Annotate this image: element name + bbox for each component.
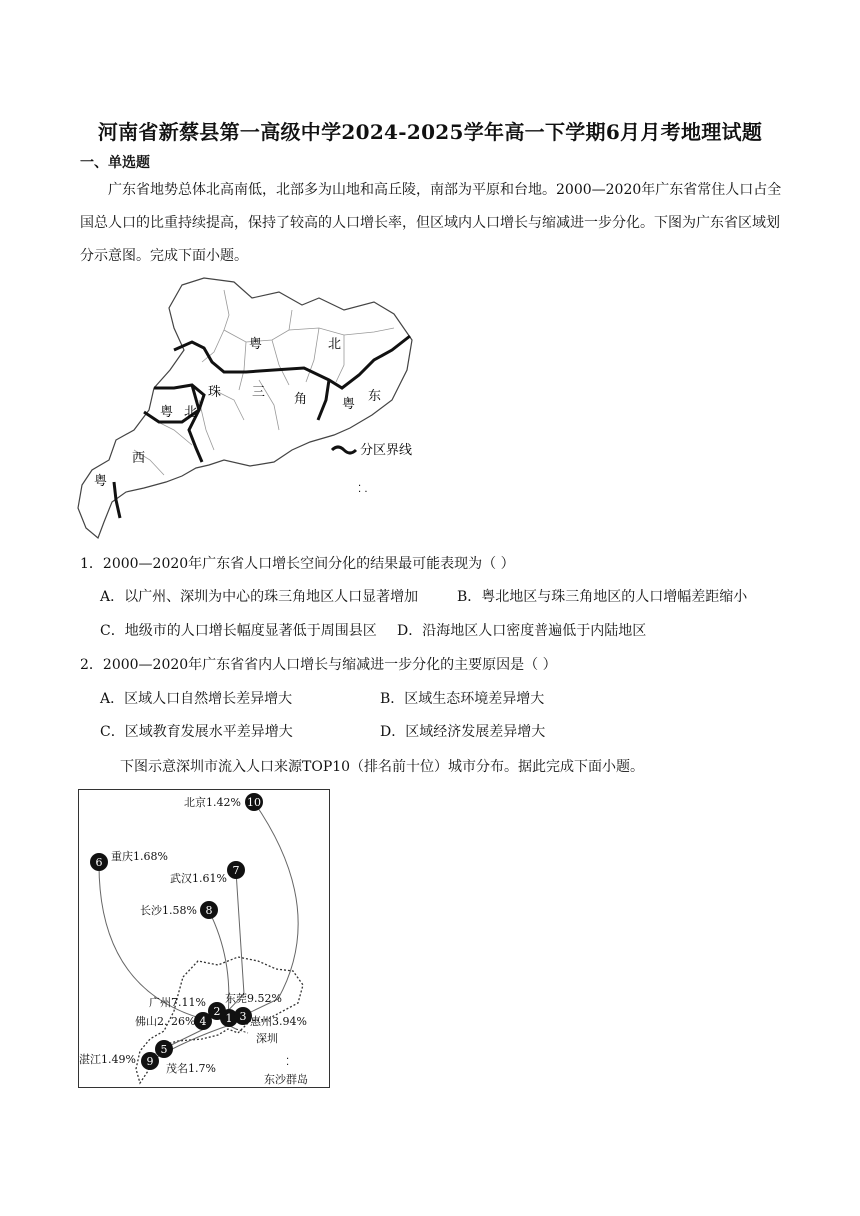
svg-text:4: 4: [199, 1015, 207, 1028]
legend-line-symbol: [332, 447, 356, 453]
label-foshan: 佛山2. 26%: [135, 1015, 196, 1028]
question-1-stem: 1．2000—2020年广东省人口增长空间分化的结果最可能表现为（ ）: [80, 556, 515, 572]
map1-label-bei-2: 北: [184, 405, 198, 420]
q2-option-a[interactable]: A．区域人口自然增长差异增大: [100, 691, 293, 707]
svg-text:10: 10: [247, 796, 261, 809]
map1-label-jiao: 角: [294, 392, 308, 407]
map1-islands-dots: ⁚ .: [358, 484, 368, 495]
svg-text:2: 2: [213, 1005, 221, 1018]
label-chongqing: 重庆1.68%: [111, 850, 168, 863]
label-huizhou: 惠州3.94%: [250, 1015, 307, 1028]
label-zhanjiang: 湛江1.49%: [79, 1053, 136, 1066]
marker-beijing: [245, 793, 263, 811]
svg-text:5: 5: [160, 1043, 168, 1056]
question-2-stem: 2．2000—2020年广东省省内人口增长与缩减进一步分化的主要原因是（ ）: [80, 657, 557, 673]
label-dongguan: 东莞9.52%: [225, 992, 282, 1005]
guangdong-region-map: [74, 270, 434, 545]
marker-zhanjiang: [141, 1052, 159, 1070]
intro-text-1: 广东省地势总体北高南低，北部多为山地和高丘陵，南部为平原和台地。2000—2020年广东省常住人口占全国总人口的比重持续提高，保持了较高的人口增长率，但区域内人口增长与缩减进一步分化。下图为广东省区域划分示意图。完成下面小题。: [80, 182, 782, 264]
q2-option-c[interactable]: C．区域教育发展水平差异增大: [100, 724, 293, 740]
map1-label-yue-4: 粤: [94, 474, 108, 489]
province-outline: [78, 278, 412, 538]
q1-option-b[interactable]: B．粤北地区与珠三角地区的人口增幅差距缩小: [457, 589, 748, 605]
svg-text:3: 3: [239, 1010, 247, 1023]
svg-text:9: 9: [146, 1055, 154, 1068]
label-wuhan: 武汉1.61%: [170, 872, 227, 885]
label-dongsha-islands: 东沙群岛: [264, 1073, 308, 1086]
page-title: 河南省新蔡县第一高级中学2024-2025学年高一下学期6月月考地理试题: [97, 120, 763, 144]
legend-label: 分区界线: [360, 443, 413, 458]
svg-text:6: 6: [95, 856, 103, 869]
q1-option-d[interactable]: D．沿海地区人口密度普遍低于内陆地区: [397, 623, 647, 639]
map1-label-bei-1: 北: [328, 337, 342, 352]
shenzhen-inflow-map: [78, 789, 330, 1089]
section-heading: 一、单选题: [80, 155, 150, 171]
map2-frame: [79, 790, 330, 1088]
svg-text:1: 1: [225, 1012, 233, 1025]
map1-label-yue-2: 粤: [160, 405, 174, 420]
map1-label-yue-1: 粤: [249, 337, 263, 352]
map1-label-yue-3: 粤: [342, 397, 356, 412]
svg-text:8: 8: [205, 904, 213, 917]
marker-wuhan: [227, 861, 245, 879]
map1-label-xi: 西: [132, 451, 146, 466]
svg-text:7: 7: [232, 864, 240, 877]
label-shenzhen: 深圳: [256, 1032, 278, 1045]
map1-label-san: 三: [252, 385, 266, 400]
label-guangzhou: 广州7.11%: [149, 996, 206, 1009]
marker-maoming: [155, 1040, 173, 1058]
map1-label-zhu: 珠: [208, 385, 222, 400]
label-changsha: 长沙1.58%: [140, 904, 197, 917]
label-maoming: 茂名1.7%: [166, 1062, 216, 1075]
map1-label-dong: 东: [368, 389, 382, 404]
q2-option-b[interactable]: B．区域生态环境差异增大: [380, 691, 545, 707]
q1-option-c[interactable]: C．地级市的人口增长幅度显著低于周围县区: [100, 623, 377, 639]
municipal-boundaries: [134, 290, 394, 475]
intro-paragraph-2: 下图示意深圳市流入人口来源TOP10（排名前十位）城市分布。据此完成下面小题。: [120, 759, 645, 775]
q1-option-a[interactable]: A．以广州、深圳为中心的珠三角地区人口显著增加: [100, 589, 419, 605]
islands-dots: ⁚: [286, 1057, 290, 1068]
label-beijing: 北京1.42%: [184, 796, 241, 809]
marker-chongqing: [90, 853, 108, 871]
intro-paragraph-1: [80, 174, 785, 273]
marker-changsha: [200, 901, 218, 919]
q2-option-d[interactable]: D．区域经济发展差异增大: [380, 724, 546, 740]
marker-foshan: [194, 1012, 212, 1030]
